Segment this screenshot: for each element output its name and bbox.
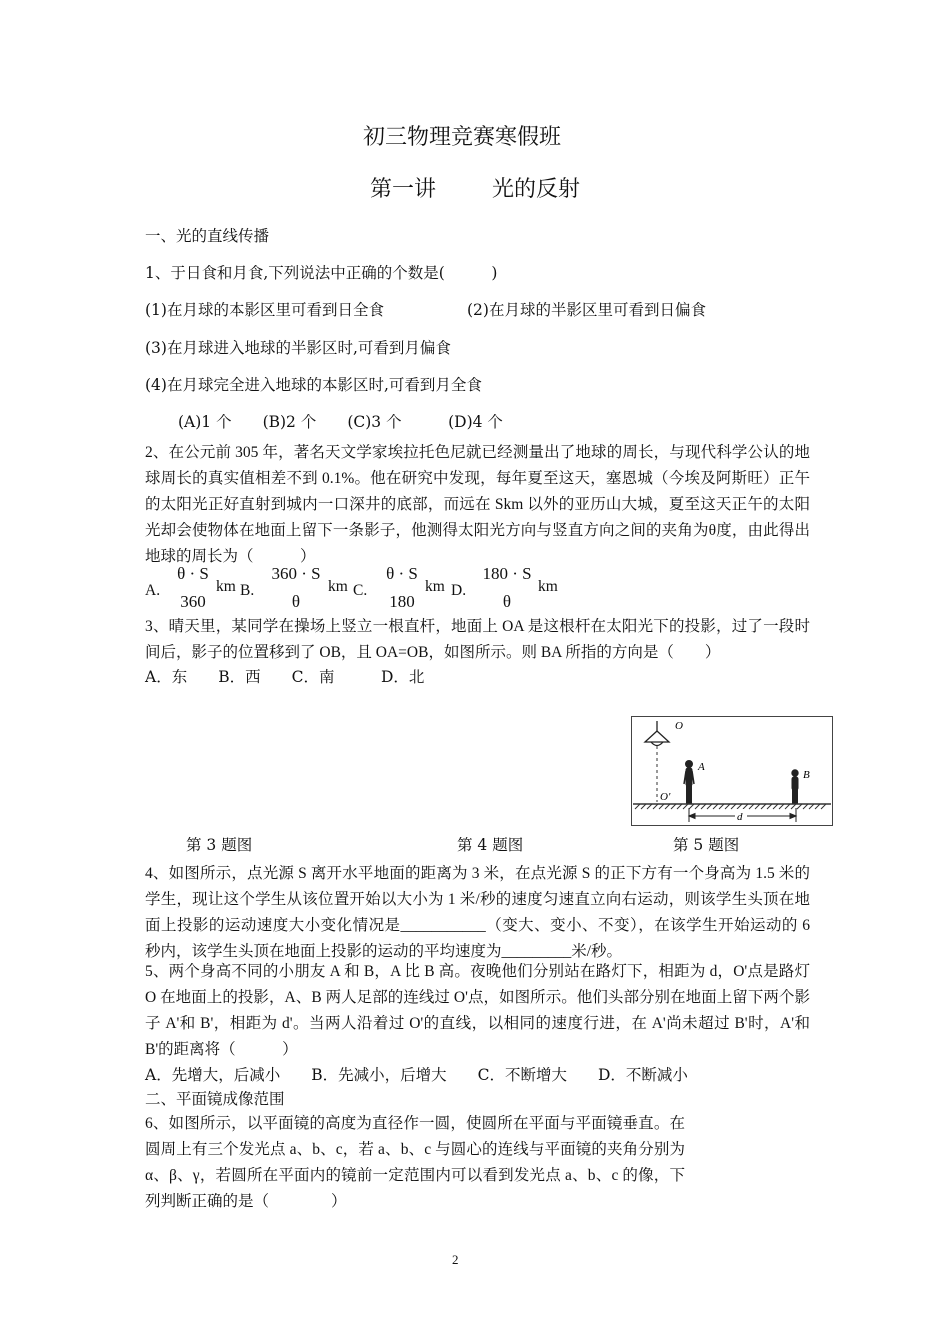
q2-option-b-fraction bbox=[268, 563, 324, 613]
q2-option-b-numerator: 360 · S bbox=[271, 564, 321, 583]
fig3-caption: 第 3 题图 bbox=[186, 836, 253, 854]
section-heading-1: 一、光的直线传播 bbox=[145, 227, 270, 245]
q2-text: 2、在公元前 305 年，著名天文学家埃拉托色尼就已经测量出了地球的周长，与现代科学公认的地球周长的真实值相差不到 0.1%。他在研究中发现，每年夏至这天，塞恩城（今埃及阿斯旺）正午的太阳光正好直射到城内一口深井的底部，而远在 Skm 以外的亚历山大城，夏至这天正午的太阳光却会使物体在地面上留下一条影子，他测得太阳光方向与竖直方向之间的夹角为θ度，由此得出地球的周长为（ ） bbox=[145, 444, 810, 565]
q2-option-d-label: D. bbox=[451, 582, 467, 599]
q6-text: 6、如图所示，以平面镜的高度为直径作一圆，使圆所在平面与平面镜垂直。在圆周上有三个发光点 a、b、c，若 a、b、c 与圆心的连线与平面镜的夹角分别为 α、β、γ，若圆所在平面内的镜前一定范围内可以看到发光点 a、b、c 的像，下列判断正确的是（ ） bbox=[145, 1115, 685, 1210]
q1-statement-1: (1)在月球的本影区里可看到日全食 bbox=[145, 301, 384, 319]
fig5-label-d: d bbox=[737, 811, 743, 823]
q1-statement-4: (4)在月球完全进入地球的本影区时,可看到月全食 bbox=[145, 376, 482, 394]
q2-option-c-label: C. bbox=[353, 582, 368, 599]
q2-option-a-label: A. bbox=[145, 582, 161, 599]
q3-text: 3、晴天里，某同学在操场上竖立一根直杆，地面上 OA 是这根杆在太阳光下的投影，过了一段时间后，影子的位置移到了 OB，且 OA=OB，如图所示。则 BA 所指的方向是（ ） bbox=[145, 618, 810, 661]
q1-options: (A)1 个 (B)2 个 (C)3 个 (D)4 个 bbox=[178, 413, 503, 431]
fig5-caption: 第 5 题图 bbox=[673, 836, 740, 854]
q2-option-a-numerator: θ · S bbox=[177, 564, 209, 583]
lecture-topic: 光的反射 bbox=[492, 177, 581, 202]
q2-option-b-denominator: θ bbox=[291, 592, 301, 611]
q2-option-a-unit: km bbox=[216, 578, 236, 595]
q2-option-d-fraction bbox=[479, 563, 535, 613]
lecture-number: 第一讲 bbox=[370, 177, 437, 202]
q5-options: A．先增大，后减小 B．先减小，后增大 C．不断增大 D．不断减小 bbox=[145, 1066, 688, 1084]
fig5-label-a: A bbox=[698, 761, 705, 773]
fig5-label-b: B bbox=[803, 769, 810, 781]
fig5-diagram bbox=[631, 716, 833, 826]
q2-option-c-unit: km bbox=[425, 578, 445, 595]
q1-statement-3: (3)在月球进入地球的半影区时,可看到月偏食 bbox=[145, 339, 451, 357]
q2-option-b-unit: km bbox=[328, 578, 348, 595]
q2-option-c-denominator: 180 bbox=[389, 592, 415, 611]
q2-option-a-denominator: 360 bbox=[180, 592, 206, 611]
page-number: 2 bbox=[452, 1252, 459, 1267]
fig4-caption: 第 4 题图 bbox=[457, 836, 524, 854]
q2-option-c-numerator: θ · S bbox=[386, 564, 418, 583]
child-b-icon bbox=[792, 770, 798, 803]
q2-option-d-unit: km bbox=[538, 578, 558, 595]
q2-option-b-label: B. bbox=[240, 582, 255, 599]
page-title: 初三物理竞赛寒假班 bbox=[363, 125, 562, 150]
q1-statement-2: (2)在月球的半影区里可看到日偏食 bbox=[467, 301, 706, 319]
q3-options: A．东 B．西 C．南 D．北 bbox=[145, 668, 425, 686]
q5-text: 5、两个身高不同的小朋友 A 和 B，A 比 B 高。夜晚他们分别站在路灯下，相距为 d，O'点是路灯 O 在地面上的投影，A、B 两人足部的连线过 O'点，如图所示。他们头部分别在地面上留下两个影子 A'和 B'，相距为 d'。当两人沿着过 O'的直线，以相同的速度行进，在 A'尚未超过 B'时，A'和 B'的距离将（ ） bbox=[145, 963, 810, 1058]
section-heading-2: 二、平面镜成像范围 bbox=[145, 1090, 285, 1108]
q1-stem: 1、于日食和月食,下列说法中正确的个数是( ) bbox=[145, 264, 498, 282]
q2-option-d-denominator: θ bbox=[502, 592, 512, 611]
q2-option-c-fraction bbox=[380, 563, 424, 613]
fig5-label-o: O bbox=[675, 720, 683, 732]
q2-option-d-numerator: 180 · S bbox=[482, 564, 532, 583]
q2-option-a-fraction bbox=[170, 563, 216, 613]
q4-text: 4、如图所示，点光源 S 离开水平地面的距离为 3 米，在点光源 S 的正下方有一个身高为 1.5 米的学生，现让这个学生从该位置开始以大小为 1 米/秒的速度匀速直立向右运动，则该学生头顶在地面上投影的运动速度大小变化情况是___________（变大、变小、不变），在该学生开始运动的 6 秒内，该学生头顶在地面上投影的运动的平均速度为_________米/秒。 bbox=[145, 865, 810, 960]
fig5-label-o-prime: O' bbox=[660, 791, 671, 803]
